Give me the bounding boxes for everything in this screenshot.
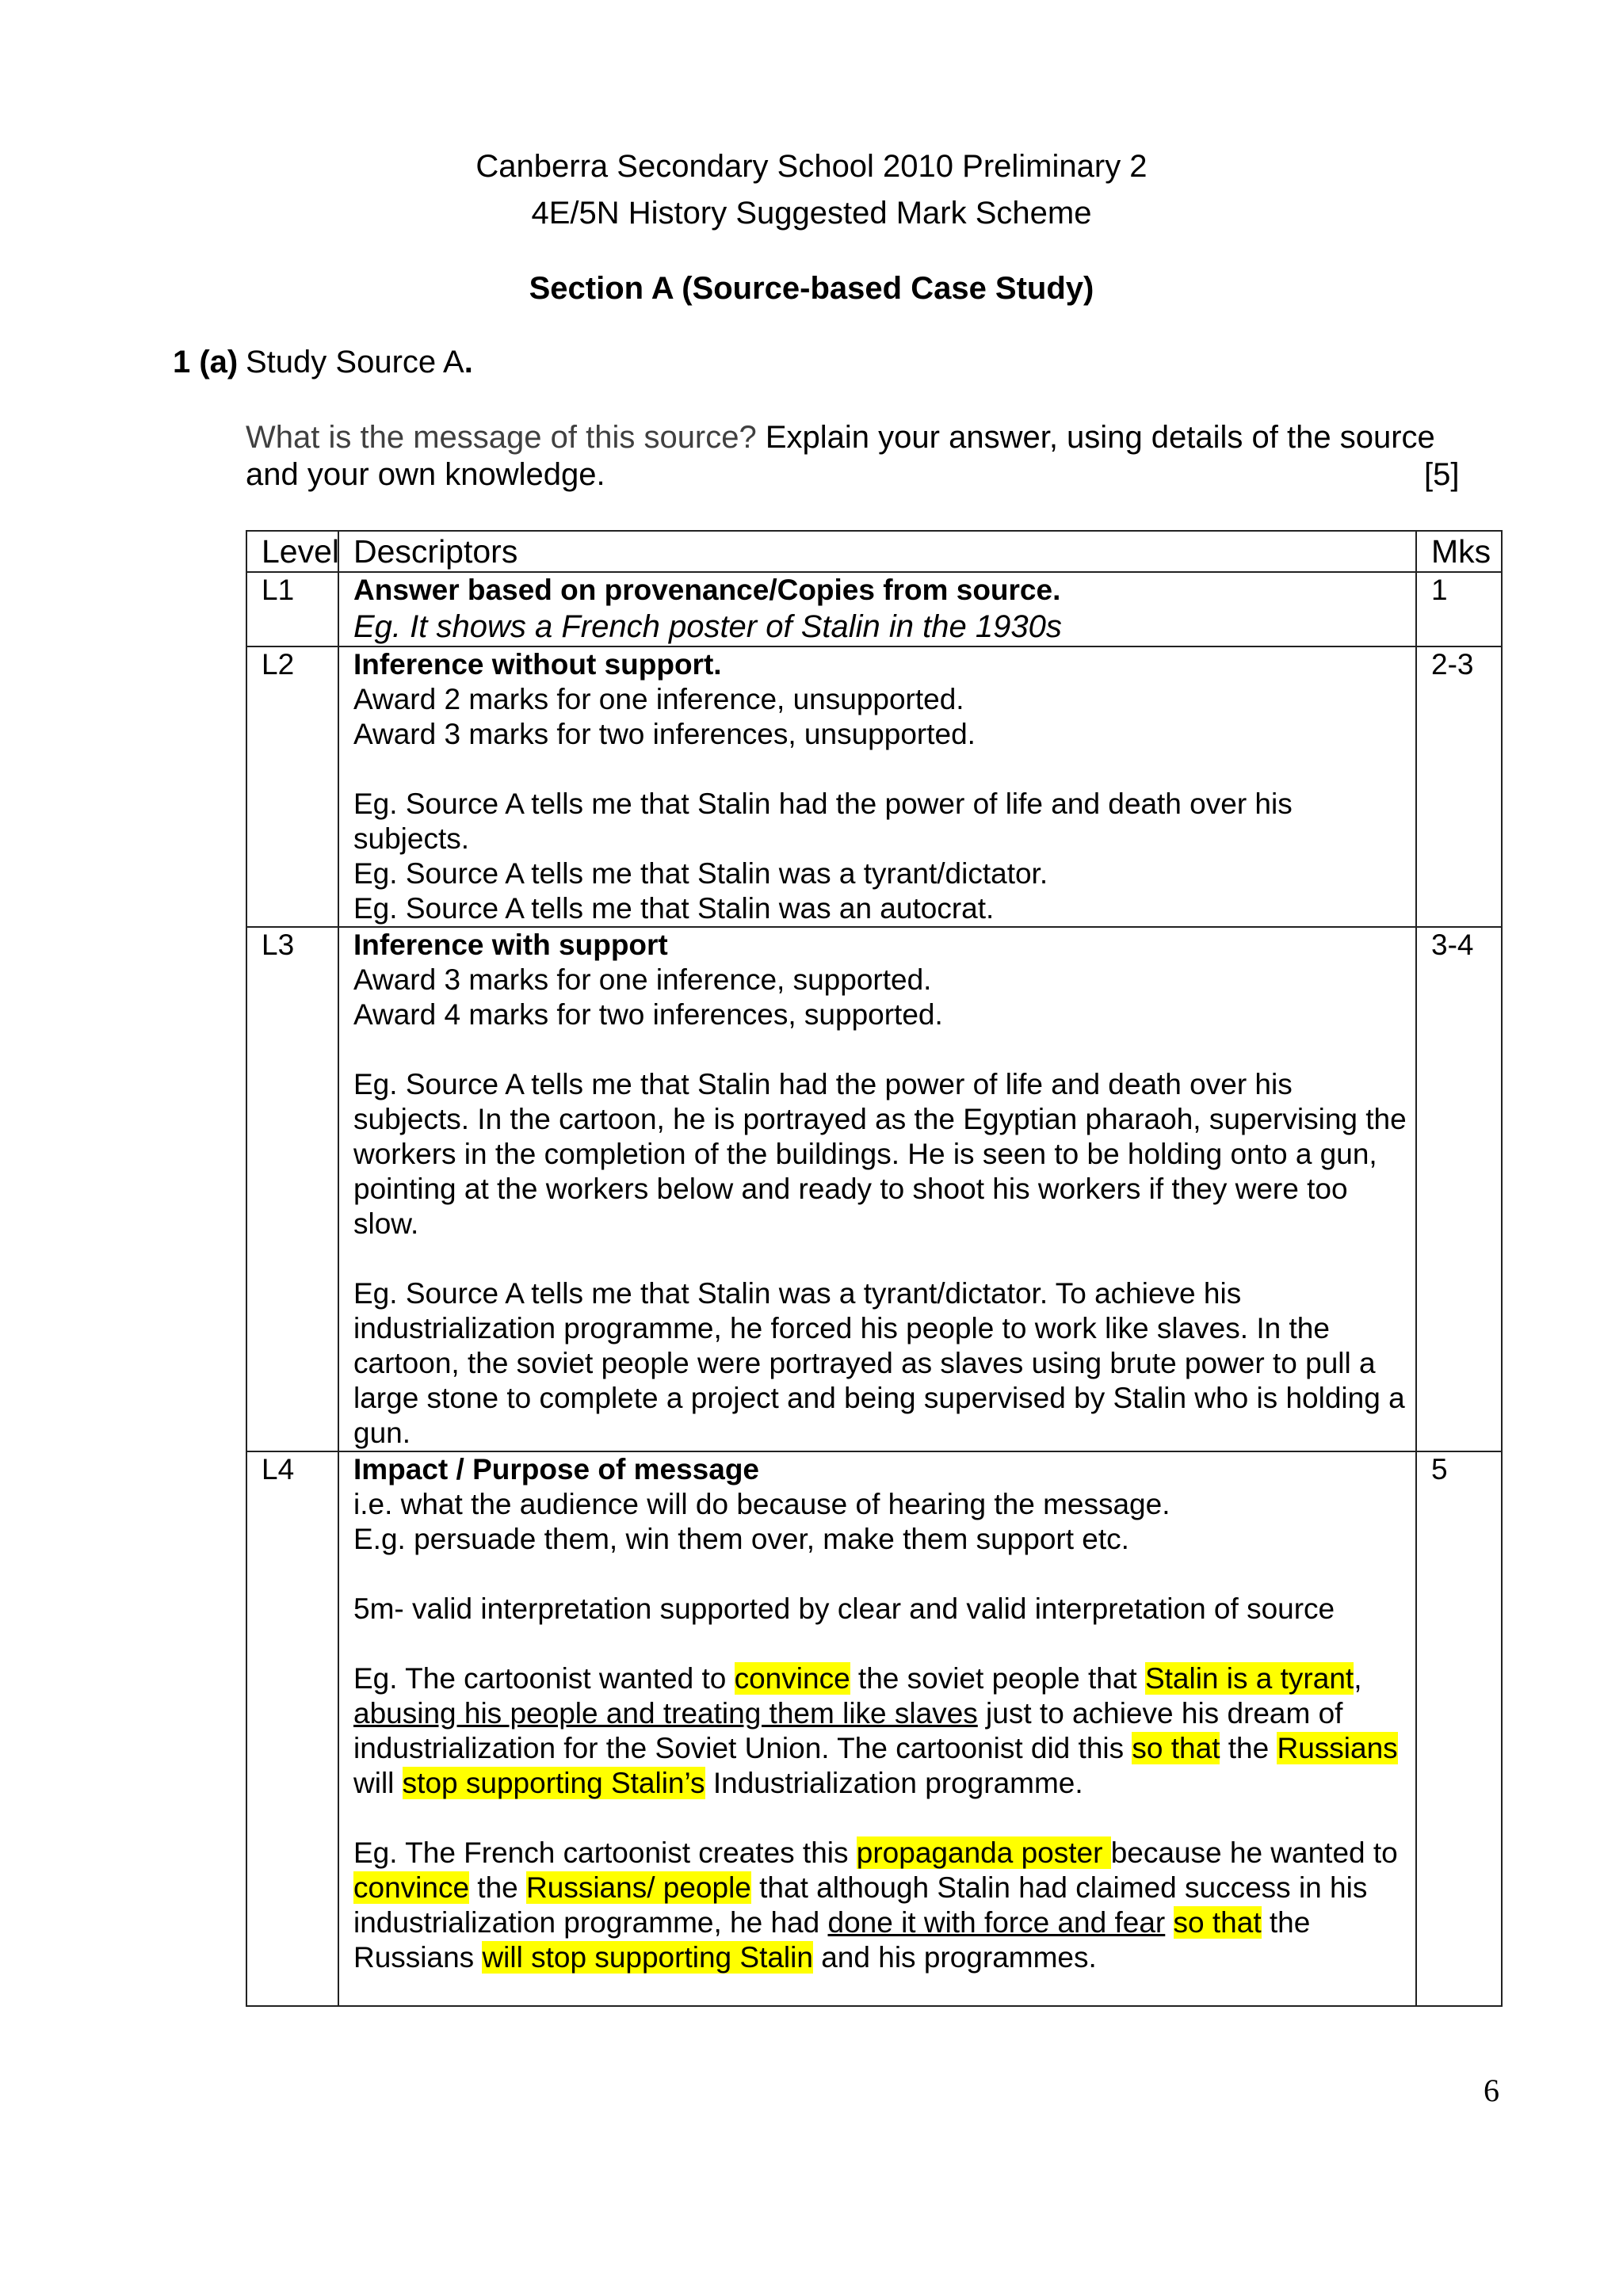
header-marks: Mks: [1416, 531, 1502, 572]
level-cell: L2: [246, 646, 338, 927]
highlight: propaganda poster: [856, 1836, 1111, 1869]
mark-scheme-title: 4E/5N History Suggested Mark Scheme: [531, 196, 1092, 231]
highlight: convince: [734, 1662, 850, 1695]
descriptor-cell: [338, 572, 1416, 646]
level-example: Eg. It shows a French poster of Stalin in the 1930s: [353, 609, 1062, 644]
question-prompt-line2: and your own knowledge.: [246, 457, 605, 492]
header-level: Level: [246, 531, 338, 572]
marks-cell: 1: [1416, 572, 1502, 646]
question-number: 1 (a): [173, 345, 239, 379]
marks-cell: 3-4: [1416, 927, 1502, 1451]
page-number: 6: [1484, 2073, 1499, 2108]
example-line: Eg. Source A tells me that Stalin was an autocrat.: [353, 892, 995, 925]
level-cell: L1: [246, 572, 338, 646]
table-row-l3: [246, 927, 1502, 1451]
criterion-line: 5m- valid interpretation supported by clear and valid interpretation of source: [353, 1592, 1335, 1625]
award-line: Award 3 marks for one inference, supported.: [353, 963, 932, 996]
example-paragraph: Eg. The cartoonist wanted to convince the soviet people that Stalin is a tyrant, abusing his people and treating them like slaves just to achieve his dream of industrialization for the Soviet Union. The cartoonist did this so that the Russians will stop supporting Stalin’s Industrialization programme.: [353, 1662, 1398, 1799]
example-line: Eg. Source A tells me that Stalin had the power of life and death over his subjects.: [353, 788, 1293, 855]
table-row-l2: [246, 646, 1502, 927]
section-heading: Section A (Source-based Case Study): [529, 271, 1094, 306]
school-exam-title: Canberra Secondary School 2010 Preliminary 2: [475, 149, 1148, 184]
highlight: Russians/ people: [526, 1871, 751, 1904]
mark-scheme-table: [246, 530, 1503, 2007]
example-line: Eg. Source A tells me that Stalin was a tyrant/dictator.: [353, 857, 1048, 890]
highlight: will stop supporting Stalin: [482, 1941, 813, 1974]
marks-cell: 5: [1416, 1451, 1502, 2006]
level-heading: Answer based on provenance/Copies from source.: [353, 574, 1061, 606]
level-heading: Inference without support.: [353, 648, 722, 681]
instruction-period: .: [464, 345, 473, 379]
question-prompt: [246, 418, 1482, 456]
table-header-row: [246, 531, 1502, 572]
underlined-phrase: abusing his people and treating them like slaves: [353, 1697, 978, 1730]
ie-line: i.e. what the audience will do because of hearing the message.: [353, 1488, 1170, 1520]
example-paragraph: Eg. Source A tells me that Stalin had the power of life and death over his subjects. In the cartoon, he is portrayed as the Egyptian pharaoh, supervising the workers in the completion of the buildings. He is seen to be holding onto a gun, pointing at the workers below and ready to shoot his workers if they were too slow.: [353, 1068, 1407, 1240]
question-instruction: [246, 343, 473, 381]
example-paragraph: Eg. The French cartoonist creates this propaganda poster because he wanted to convince the Russians/ people that although Stalin had claimed success in his industrialization programme, he had done it with force and fear so that the Russians will stop supporting Stalin and his programmes.: [353, 1836, 1398, 1974]
level-heading: Inference with support: [353, 929, 668, 961]
level-heading: Impact / Purpose of message: [353, 1453, 760, 1486]
header-descriptors: Descriptors: [338, 531, 1416, 572]
table-row-l4: [246, 1451, 1502, 2006]
example-paragraph: Eg. Source A tells me that Stalin was a tyrant/dictator. To achieve his industrialization programme, he forced his people to work like slaves. In the cartoon, the soviet people were portrayed as slaves using brute power to pull a large stone to complete a project and being supervised by Stalin who is holding a gun.: [353, 1277, 1405, 1449]
award-line: Award 3 marks for two inferences, unsupported.: [353, 718, 976, 750]
eg-persuade-line: E.g. persuade them, win them over, make them support etc.: [353, 1523, 1129, 1555]
table-row-l1: [246, 572, 1502, 646]
prompt-instruction: Explain your answer, using details of the source: [756, 420, 1435, 455]
award-line: Award 4 marks for two inferences, supported.: [353, 998, 943, 1031]
highlight: stop supporting Stalin’s: [402, 1767, 705, 1799]
level-cell: L3: [246, 927, 338, 1451]
highlight: Stalin is a tyrant: [1144, 1662, 1354, 1695]
question-marks: [5]: [1424, 457, 1460, 492]
instruction-text: Study Source A: [246, 345, 464, 379]
highlight: convince: [353, 1871, 470, 1904]
descriptor-cell: [338, 927, 1416, 1451]
descriptor-cell: [338, 1451, 1416, 2006]
descriptor-cell: [338, 646, 1416, 927]
marks-cell: 2-3: [1416, 646, 1502, 927]
award-line: Award 2 marks for one inference, unsupported.: [353, 683, 964, 715]
prompt-question: What is the message of this source?: [246, 420, 757, 455]
underlined-phrase: done it with force and fear: [827, 1906, 1166, 1939]
highlight: Russians: [1277, 1732, 1398, 1764]
highlight: so that: [1173, 1906, 1262, 1939]
level-cell: L4: [246, 1451, 338, 2006]
highlight: so that: [1132, 1732, 1220, 1764]
